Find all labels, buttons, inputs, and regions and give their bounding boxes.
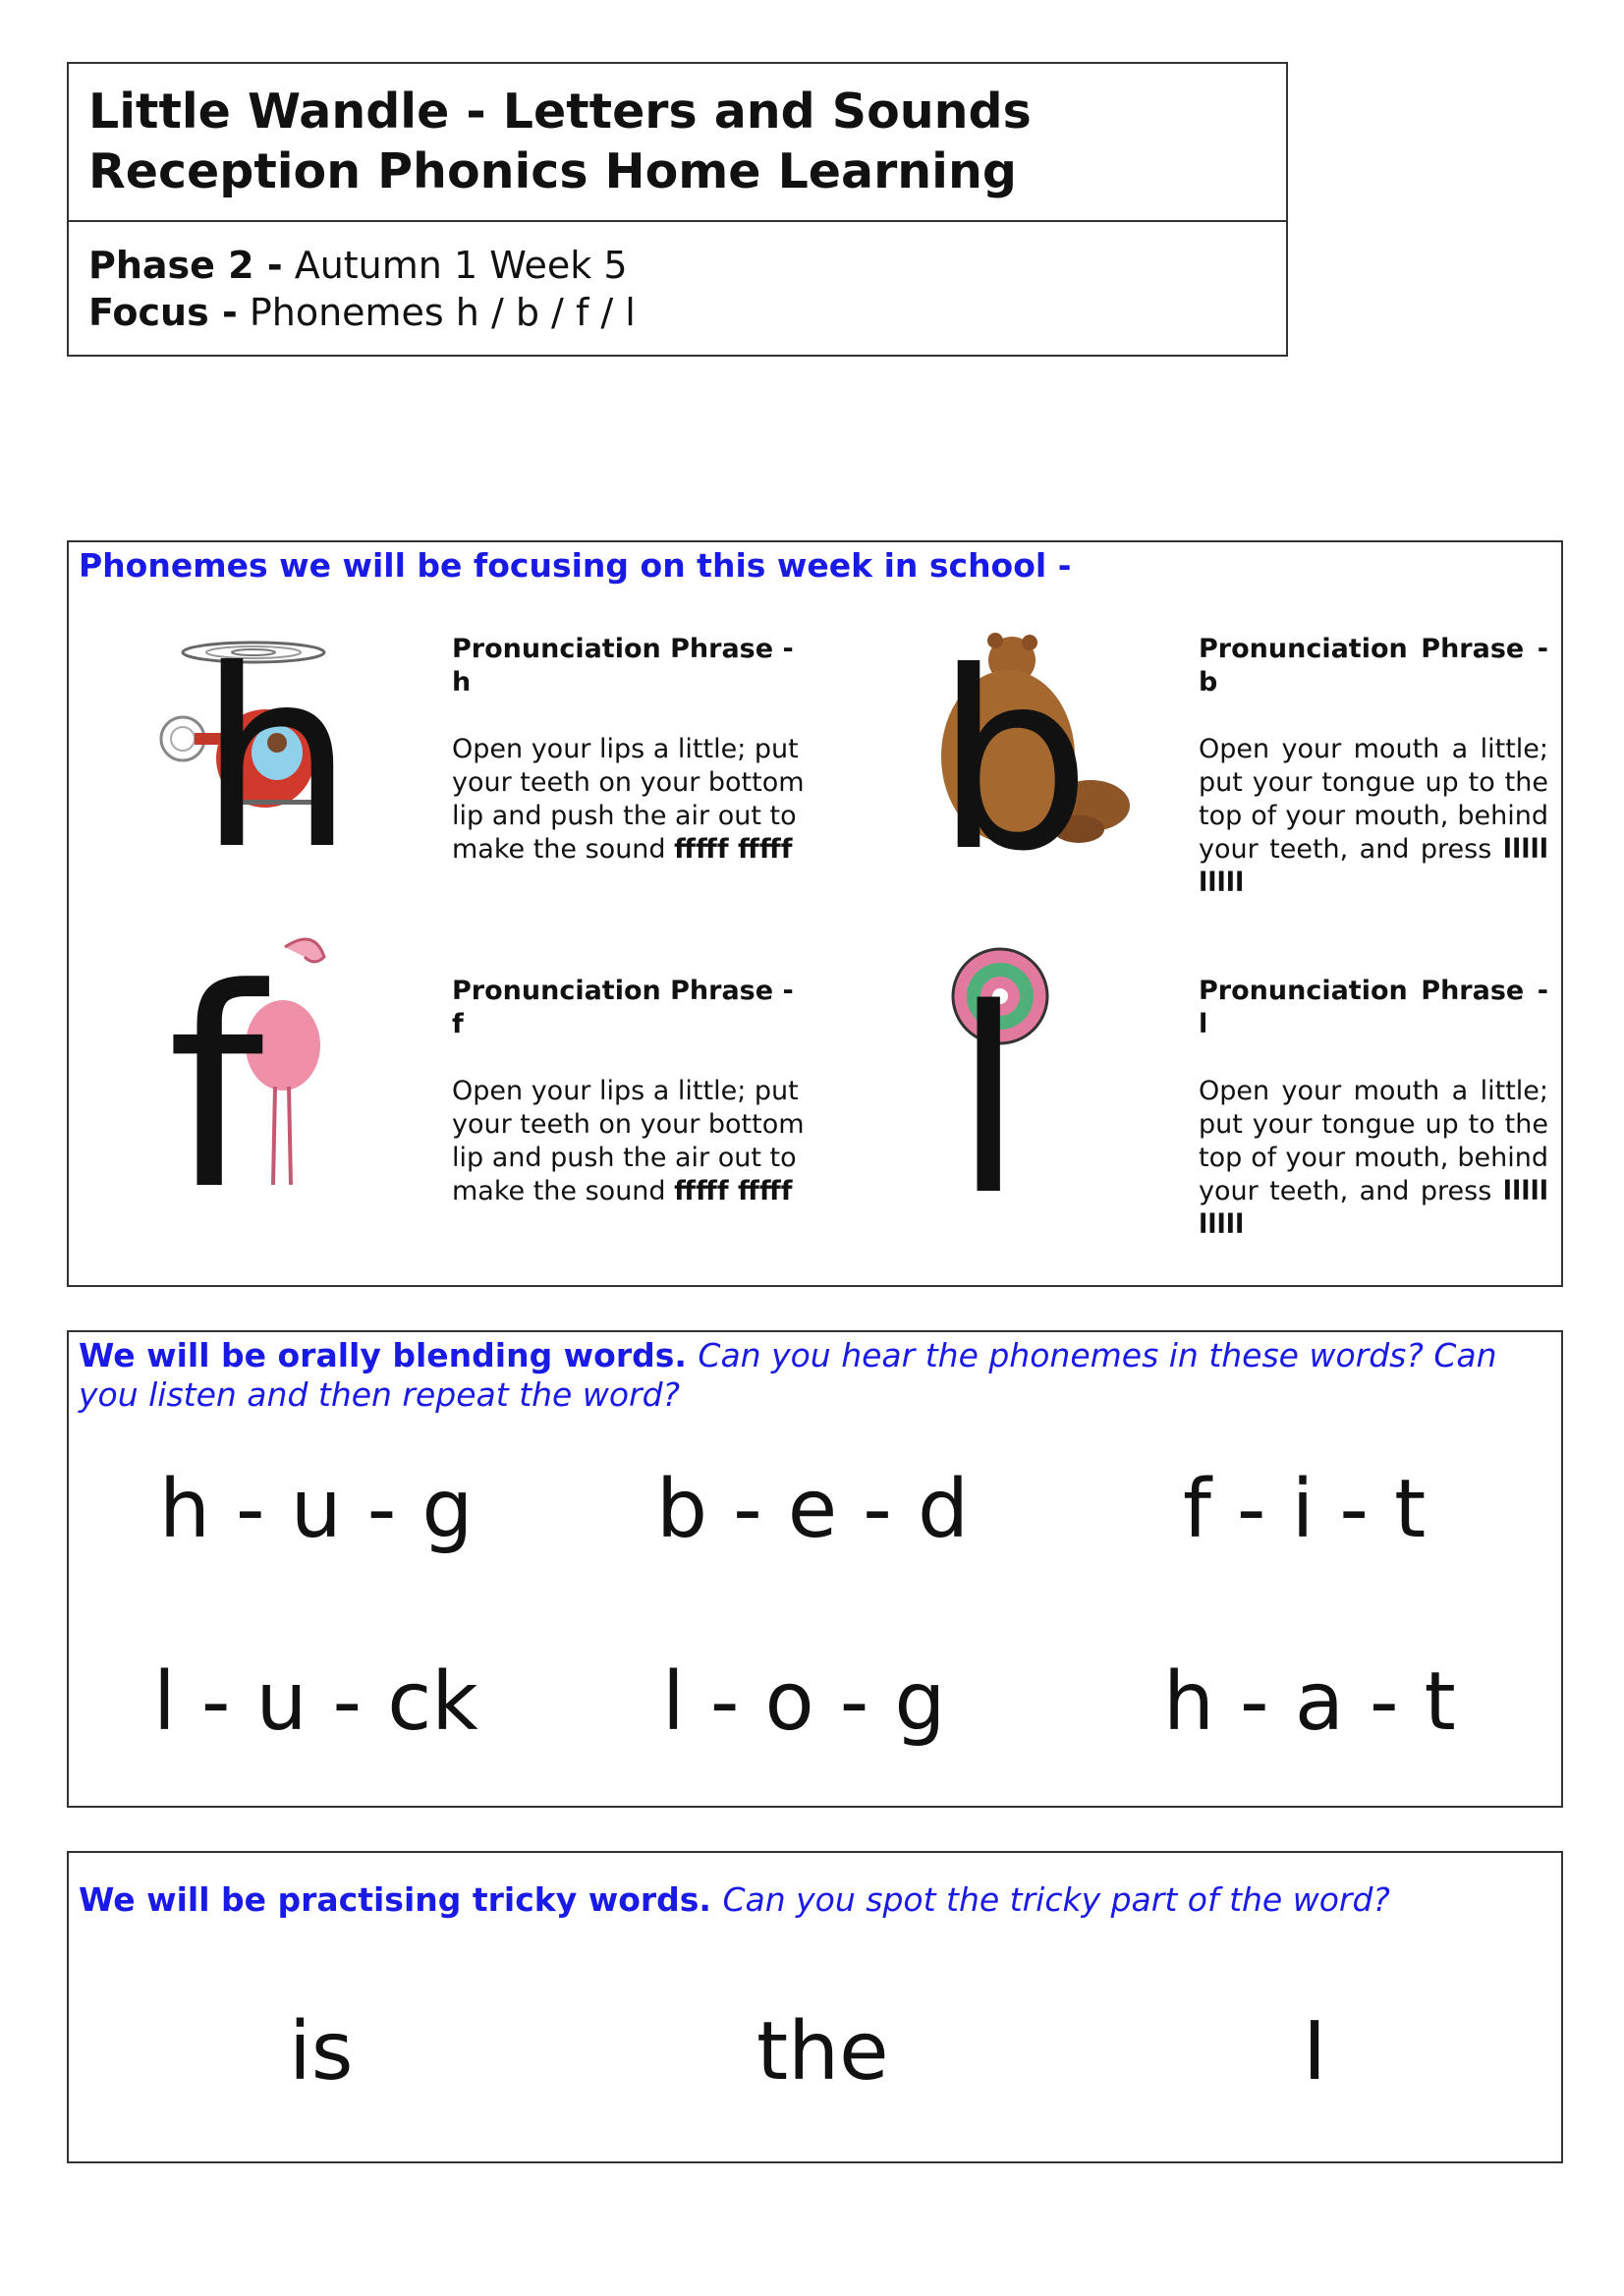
focus-line [88,289,1266,336]
phase-line [88,242,1266,289]
blending-heading-bold: We will be orally blending words. [79,1336,687,1374]
svg-text:l: l [953,955,1025,1210]
tricky-heading-italic: Can you spot the tricky part of the word? [722,1880,1390,1919]
phrase-title-f: Pronunciation Phrase - f [452,976,794,1039]
tricky-heading-bold: We will be practising tricky words. [79,1880,711,1919]
blend-word: h - a - t [1163,1655,1456,1749]
tricky-word: I [1303,2005,1327,2099]
blend-word: l - o - g [662,1655,946,1749]
phrase-title-l: Pronunciation Phrase - l [1199,976,1548,1039]
blend-word: b - e - d [656,1463,969,1556]
focus-value: Phonemes h / b / f / l [249,291,636,334]
phrase-text-f: Open your lips a little; put your teeth on your bottom lip and push the air out to make the sound [452,1076,805,1206]
phrase-sound-h: fffff fffff [674,834,793,865]
title-line-1: Little Wandle - Letters and Sounds [88,84,1032,140]
b-bear-illustration [922,631,1148,857]
phrase-sound-b: lllll lllll [1199,834,1548,898]
l-lollipop-illustration [933,945,1159,1210]
phrase-f [452,975,806,1208]
header-box [67,62,1288,357]
phrase-body-b [1199,733,1548,900]
phrase-title-h: Pronunciation Phrase - h [452,634,794,698]
phrase-text-b: Open your mouth a little; put your tongue up to the top of your mouth, behind your teeth, and press [1199,734,1548,865]
phrase-text-h: Open your lips a little; put your teeth on your bottom lip and push the air out to make the sound [452,734,805,865]
phrase-title-b: Pronunciation Phrase - b [1199,634,1548,698]
tricky-heading [79,1880,1390,1920]
tricky-word: is [289,2005,354,2099]
blending-heading-italic: Can you hear the phonemes in these words? Can you listen and then repeat the word? [79,1336,1497,1414]
header-title-area [69,64,1286,222]
phrase-h [452,633,806,867]
h-helicopter-illustration [155,631,381,857]
phonemes-heading: Phonemes we will be focusing on this week in school - [79,546,1072,585]
phrase-text-l: Open your mouth a little; put your tongue up to the top of your mouth, behind your teeth, and press [1199,1076,1548,1206]
phrase-sound-l: lllll lllll [1199,1176,1548,1240]
blend-word: f - i - t [1183,1463,1427,1556]
svg-text:h: h [198,631,355,857]
focus-label: Focus - [88,291,238,334]
phonemes-section [67,540,1563,1287]
title-line-2: Reception Phonics Home Learning [88,143,1017,199]
phrase-body-f [452,1075,806,1208]
blending-section [67,1330,1563,1808]
svg-text:b: b [935,631,1092,857]
header-info-area [69,222,1286,336]
svg-text:f: f [167,930,264,1203]
phase-value: Autumn 1 Week 5 [294,244,628,287]
blending-heading [79,1336,1552,1415]
blend-word: h - u - g [159,1463,474,1556]
blend-word: l - u - ck [153,1655,478,1749]
phrase-l [1199,975,1548,1242]
phrase-body-l [1199,1075,1548,1242]
phrase-sound-f: fffff fffff [674,1176,793,1206]
tricky-words-section [67,1851,1563,2163]
tricky-word: the [756,2005,889,2099]
phrase-b [1199,633,1548,900]
phrase-body-h [452,733,806,867]
phase-label: Phase 2 - [88,244,283,287]
f-flamingo-illustration [167,927,393,1203]
